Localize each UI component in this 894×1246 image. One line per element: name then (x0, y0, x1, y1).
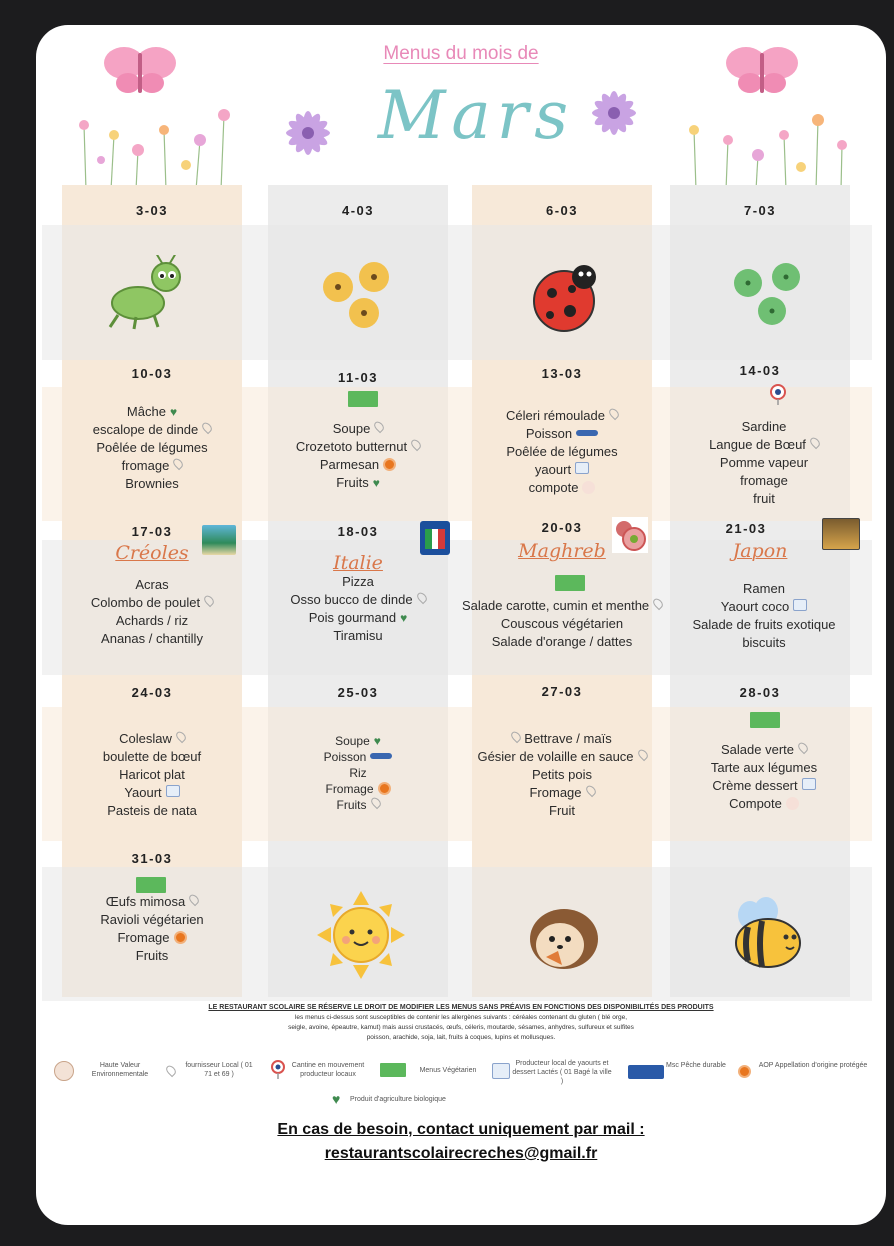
day-date: 13-03 (541, 366, 583, 381)
menu-item: Brownies (125, 476, 179, 491)
menu-item: Poêlée de légumes (96, 440, 208, 455)
menu-item: Fruit (549, 803, 575, 818)
menu-item: Salade carotte, cumin et menthe (462, 597, 662, 615)
aop-icon (174, 931, 187, 944)
contact-email[interactable]: restaurantscolairecreches@gmail.fr (324, 1145, 598, 1162)
theme-title: Créoles (115, 542, 189, 564)
vegetarian-icon (750, 712, 780, 728)
sun-icon (316, 890, 406, 980)
day-menu (462, 407, 662, 497)
legend-label: Cantine en mouvement producteur locaux (291, 1062, 365, 1078)
yogurt-producer-icon (793, 599, 807, 611)
msc-fish-icon (576, 430, 598, 436)
menu-item: Riz (349, 766, 367, 780)
day-date: 14-03 (739, 363, 781, 378)
yogurt-producer-icon (802, 778, 816, 790)
menu-item: Yaourt coco (664, 598, 864, 616)
notice-line: poisson, arachide, soja, lait, fruits à coques, lupins et mollusques. (366, 1034, 556, 1041)
menu-item: Gésier de volaille en sauce (462, 748, 662, 766)
menu-item: fromage (52, 457, 252, 475)
theme-title: Italie (333, 552, 383, 574)
menu-item: Osso bucco de dinde (258, 591, 458, 609)
menu-item: Ravioli végétarien (100, 912, 204, 927)
menu-item: Parmesan (258, 456, 458, 474)
menu-item: Pasteis de nata (107, 803, 197, 818)
menu-item: Pizza (342, 574, 374, 589)
menu-item: Fruits (258, 797, 458, 813)
aop-icon (738, 1065, 751, 1078)
theme-title: Japon (732, 540, 788, 562)
day-menu (52, 893, 252, 965)
local-supplier-icon (172, 457, 185, 470)
menu-item: Sardine (741, 419, 787, 434)
menu-item: Pois gourmand ♥ (308, 610, 408, 625)
day-menu (462, 597, 662, 651)
menu-item: Couscous végétarien (500, 616, 624, 631)
day-date: 28-03 (739, 685, 781, 700)
ladybug-icon (524, 255, 604, 335)
local-supplier-icon (409, 438, 422, 451)
italy-badge-icon (420, 521, 450, 555)
cantine-icon (270, 1059, 286, 1079)
menu-item: Poêlée de légumes (506, 444, 618, 459)
page-title: Mars (377, 77, 575, 154)
day-date: 18-03 (337, 524, 379, 539)
day-date: 21-03 (725, 521, 767, 536)
day-menu (664, 741, 864, 813)
day-date: 10-03 (131, 366, 173, 381)
local-producer-icon (786, 797, 799, 810)
menu-item: Ramen (743, 581, 785, 596)
yogurt-producer-icon (492, 1063, 510, 1079)
menu-item: Tiramisu (333, 628, 383, 643)
day-date: 4-03 (341, 203, 375, 218)
legend-label: Haute Valeur Environnementale (91, 1062, 149, 1078)
bee-icon (730, 897, 810, 973)
menu-item: Petits pois (532, 767, 592, 782)
day-date: 27-03 (541, 684, 583, 699)
menu-item: Tarte aux légumes (710, 760, 818, 775)
day-menu (52, 403, 252, 493)
theme-title: Maghreb (518, 540, 606, 562)
vegetarian-icon (348, 391, 378, 407)
menu-item: compote (462, 479, 662, 497)
menu-item: Yaourt (52, 784, 252, 802)
day-date: 17-03 (131, 524, 173, 539)
yellow-flowers-icon (318, 259, 398, 331)
menu-item: boulette de bœuf (102, 749, 202, 764)
menu-item: Poisson (258, 749, 458, 765)
grasshopper-icon (106, 255, 186, 330)
legend-label: Menus Végétarien (419, 1067, 477, 1074)
menu-item: Acras (135, 577, 169, 592)
local-supplier-icon (202, 594, 215, 607)
cantine-icon (769, 383, 787, 405)
legend-label: fournisseur Local ( 01 71 et 69 ) (185, 1062, 253, 1078)
legend-label: Produit d'agriculture biologique (350, 1096, 446, 1103)
day-date: 7-03 (743, 203, 777, 218)
contact-line: En cas de besoin, contact uniquement par mail : (277, 1121, 645, 1138)
menu-item: Fruits ♥ (336, 475, 380, 490)
yogurt-producer-icon (166, 785, 180, 797)
local-producer-icon (582, 481, 595, 494)
day-menu (664, 580, 864, 652)
organic-icon: ♥ (372, 476, 380, 490)
menu-item: fruit (753, 491, 775, 506)
menu-item: Colombo de poulet (52, 594, 252, 612)
local-supplier-icon (808, 436, 821, 449)
menu-item: Fromage (462, 784, 662, 802)
local-supplier-icon (174, 730, 187, 743)
legend-label: Msc Pêche durable (666, 1062, 726, 1069)
day-menu (462, 730, 662, 820)
hve-icon (54, 1061, 74, 1081)
menu-item: biscuits (742, 635, 786, 650)
yogurt-producer-icon (575, 462, 589, 474)
aop-icon (378, 782, 391, 795)
menu-item: Langue de Bœuf (664, 436, 864, 454)
menu-item: Soupe (258, 420, 458, 438)
day-menu (52, 576, 252, 648)
menu-item: Salade d'orange / dattes (491, 634, 633, 649)
day-date: 3-03 (135, 203, 169, 218)
organic-icon: ♥ (373, 734, 381, 748)
day-date: 31-03 (131, 851, 173, 866)
menu-item: escalope de dinde (52, 421, 252, 439)
wildflowers-icon (676, 95, 856, 190)
notice-line: seigle, avoine, épeautre, kamut) mais aussi crustacés, œufs, céleris, moutarde, sésames, anhydres, sulfureux et sulfites (288, 1024, 634, 1031)
local-supplier-icon (607, 407, 620, 420)
day-date: 6-03 (545, 203, 579, 218)
menu-item: Œufs mimosa (52, 893, 252, 911)
menu-item: fromage (740, 473, 788, 488)
menu-item: Salade verte (664, 741, 864, 759)
header (36, 25, 886, 190)
day-date: 11-03 (337, 370, 379, 385)
aop-icon (383, 458, 396, 471)
organic-icon: ♥ (332, 1091, 341, 1107)
msc-fish-icon (370, 753, 392, 759)
daisy-icon (588, 87, 640, 139)
vegetarian-icon (555, 575, 585, 591)
legend-label: Producteur local de yaourts et dessert Lactés ( 01 Bagé la ville ) (512, 1060, 612, 1085)
local-supplier-icon (188, 893, 201, 906)
menu-item: Fruits (135, 948, 169, 963)
local-supplier-icon (415, 591, 428, 604)
wildflowers-icon (66, 95, 241, 190)
vegetarian-icon (380, 1063, 406, 1077)
daisy-icon (282, 107, 334, 159)
menu-item: Pomme vapeur (719, 455, 809, 470)
notice-title: LE RESTAURANT SCOLAIRE SE RÉSERVE LE DROIT DE MODIFIER LES MENUS SANS PRÉAVIS EN FONCTIONS DES DISPONIBILITÉS DES PRODUITS (208, 1004, 714, 1011)
local-supplier-icon (636, 748, 649, 761)
organic-icon: ♥ (400, 611, 408, 625)
menu-card (36, 25, 886, 1225)
local-supplier-icon (201, 421, 214, 434)
hedgehog-icon (522, 895, 602, 975)
menu-item: yaourt (462, 461, 662, 479)
menu-item: Bettrave / maïs (462, 730, 662, 748)
notice-line: les menus ci-dessus sont susceptibles de contenir les allergènes suivants : céréales contenant du gluten ( blé orge, (294, 1014, 628, 1021)
allergen-notice (36, 1003, 886, 1043)
local-supplier-icon (373, 420, 386, 433)
menu-item: Salade de fruits exotique (692, 617, 836, 632)
menu-item: Fromage (258, 781, 458, 797)
menu-item: Fromage (52, 929, 252, 947)
day-menu (52, 730, 252, 820)
local-supplier-icon (796, 741, 809, 754)
day-date: 24-03 (131, 685, 173, 700)
organic-icon: ♥ (169, 405, 178, 419)
local-supplier-icon (164, 1064, 177, 1077)
day-menu (258, 420, 458, 492)
menu-item: Achards / riz (115, 613, 189, 628)
menu-item: Crozetoto butternut (258, 438, 458, 456)
menu-item: Ananas / chantilly (101, 631, 203, 646)
day-menu (258, 573, 458, 645)
msc-icon (628, 1065, 664, 1079)
day-date: 25-03 (337, 685, 379, 700)
day-date: 20-03 (541, 520, 583, 535)
local-supplier-icon (510, 730, 523, 743)
menu-item: Haricot plat (119, 767, 185, 782)
menu-item: Coleslaw (52, 730, 252, 748)
day-menu (258, 733, 458, 813)
clover-icon (732, 259, 802, 329)
local-supplier-icon (584, 784, 597, 797)
menu-item: Mâche ♥ (126, 404, 178, 419)
menu-item: Soupe ♥ (335, 734, 381, 748)
vegetarian-icon (136, 877, 166, 893)
local-supplier-icon (369, 796, 382, 809)
page-subtitle: Menus du mois de (383, 43, 539, 64)
menu-item: Compote (664, 795, 864, 813)
menu-item: Céleri rémoulade (462, 407, 662, 425)
menu-item: Poisson (462, 425, 662, 443)
legend-label: AOP Appellation d'origine protégée (758, 1062, 868, 1069)
menu-item: Crème dessert (664, 777, 864, 795)
day-menu (664, 418, 864, 508)
